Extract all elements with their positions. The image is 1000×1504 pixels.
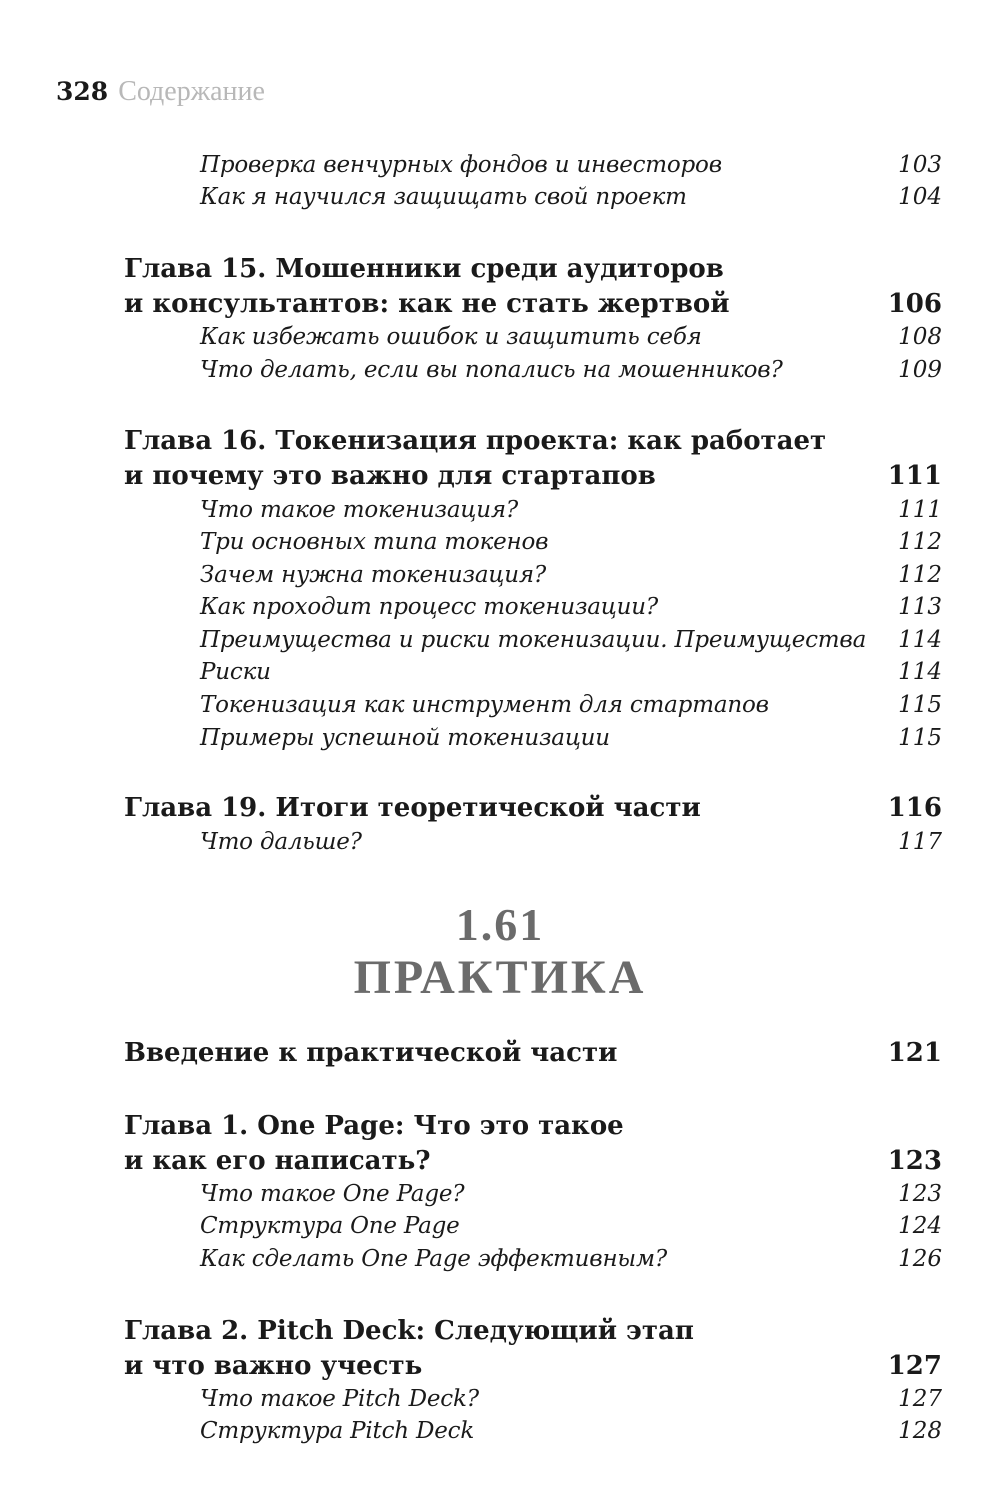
chapter-page: 121 xyxy=(887,1038,942,1068)
toc-entry-page: 111 xyxy=(898,497,942,523)
part-title: ПРАКТИКА xyxy=(353,951,647,1004)
toc-entry[interactable] xyxy=(0,1418,1000,1454)
toc-entry[interactable] xyxy=(0,152,1000,188)
toc-entry-page: 126 xyxy=(898,1246,942,1272)
chapter-heading-line[interactable] xyxy=(0,1038,1000,1074)
toc-entry-title: Проверка венчурных фондов и инвесторов xyxy=(200,152,722,178)
toc-entry-page: 113 xyxy=(898,594,942,620)
toc-entry[interactable] xyxy=(0,1181,1000,1217)
toc-entry-title: Что дальше? xyxy=(200,829,362,855)
toc-entry-page: 127 xyxy=(898,1386,942,1412)
toc-entry[interactable] xyxy=(0,1246,1000,1282)
toc-entry-title: Как проходит процесс токенизации? xyxy=(200,594,659,620)
toc-entry-title: Что такое Pitch Deck? xyxy=(200,1386,479,1412)
toc-entry-page: 114 xyxy=(898,627,942,653)
chapter-heading-line[interactable] xyxy=(0,254,1000,290)
chapter-title: и почему это важно для стартапов xyxy=(124,461,656,491)
chapter-heading-line[interactable] xyxy=(0,461,1000,497)
toc-entry-page: 124 xyxy=(898,1213,942,1239)
toc-entry-title: Структура One Page xyxy=(200,1213,460,1239)
toc-entry[interactable] xyxy=(0,497,1000,533)
toc-entry-page: 112 xyxy=(898,562,942,588)
chapter-heading-line[interactable] xyxy=(0,1316,1000,1352)
toc-entry-title: Как я научился защищать свой проект xyxy=(200,184,687,210)
toc-entry-page: 123 xyxy=(898,1181,942,1207)
toc-entry[interactable] xyxy=(0,594,1000,630)
toc-entry-page: 112 xyxy=(898,529,942,555)
toc-entry-title: Как сделать One Page эффективным? xyxy=(200,1246,667,1272)
chapter-title: Глава 2. Pitch Deck: Следующий этап xyxy=(124,1316,694,1346)
toc-entry-title: Что такое токенизация? xyxy=(200,497,519,523)
toc-entry-title: Что делать, если вы попались на мошенников? xyxy=(200,357,783,383)
toc-entry-page: 108 xyxy=(898,324,942,350)
toc-entry-title: Преимущества и риски токенизации. Преимущества xyxy=(200,627,867,653)
toc-entry-title: Структура Pitch Deck xyxy=(200,1418,475,1444)
toc-entry-page: 115 xyxy=(898,692,942,718)
toc-entry[interactable] xyxy=(0,357,1000,393)
toc-entry[interactable] xyxy=(0,829,1000,865)
page-number: 328 xyxy=(56,77,109,106)
chapter-heading-line[interactable] xyxy=(0,289,1000,325)
chapter-page: 106 xyxy=(887,289,942,319)
chapter-title: Введение к практической части xyxy=(124,1038,618,1068)
toc-entry[interactable] xyxy=(0,692,1000,728)
toc-entry[interactable] xyxy=(0,562,1000,598)
toc-entry[interactable] xyxy=(0,1213,1000,1249)
part-number: 1.61 xyxy=(455,899,545,950)
chapter-heading-line[interactable] xyxy=(0,426,1000,462)
chapter-title: Глава 19. Итоги теоретической части xyxy=(124,793,701,823)
toc-entry-title: Риски xyxy=(200,659,271,685)
chapter-page: 111 xyxy=(887,461,942,491)
toc-entry-page: 128 xyxy=(898,1418,942,1444)
toc-entry-title: Токенизация как инструмент для стартапов xyxy=(200,692,769,718)
toc-entry[interactable] xyxy=(0,725,1000,761)
chapter-page: 116 xyxy=(887,793,942,823)
chapter-page: 127 xyxy=(887,1351,942,1381)
chapter-title: и как его написать? xyxy=(124,1146,431,1176)
toc-entry-title: Примеры успешной токенизации xyxy=(200,725,610,751)
toc-entry[interactable] xyxy=(0,627,1000,663)
chapter-page: 123 xyxy=(887,1146,942,1176)
toc-entry-page: 103 xyxy=(898,152,942,178)
toc-entry[interactable] xyxy=(0,184,1000,220)
chapter-heading-line[interactable] xyxy=(0,1351,1000,1387)
chapter-title: и консультантов: как не стать жертвой xyxy=(124,289,730,319)
toc-entry[interactable] xyxy=(0,659,1000,695)
chapter-title: Глава 16. Токенизация проекта: как работает xyxy=(124,426,827,456)
toc-entry[interactable] xyxy=(0,324,1000,360)
toc-entry-page: 104 xyxy=(898,184,942,210)
toc-entry[interactable] xyxy=(0,529,1000,565)
toc-entry-page: 115 xyxy=(898,725,942,751)
chapter-title: и что важно учесть xyxy=(124,1351,423,1381)
toc-entry-page: 117 xyxy=(898,829,942,855)
chapter-title: Глава 1. One Page: Что это такое xyxy=(124,1111,624,1141)
toc-entry-title: Как избежать ошибок и защитить себя xyxy=(200,324,702,350)
toc-entry-title: Зачем нужна токенизация? xyxy=(200,562,546,588)
toc-entry-title: Три основных типа токенов xyxy=(200,529,549,555)
toc-entry-page: 109 xyxy=(898,357,942,383)
chapter-heading-line[interactable] xyxy=(0,793,1000,829)
toc-entry-title: Что такое One Page? xyxy=(200,1181,465,1207)
toc-entry-page: 114 xyxy=(898,659,942,685)
chapter-heading-line[interactable] xyxy=(0,1146,1000,1182)
toc-entry[interactable] xyxy=(0,1386,1000,1422)
running-header xyxy=(56,76,265,108)
chapter-heading-line[interactable] xyxy=(0,1111,1000,1147)
section-title: Содержание xyxy=(118,76,265,107)
chapter-title: Глава 15. Мошенники среди аудиторов xyxy=(124,254,724,284)
